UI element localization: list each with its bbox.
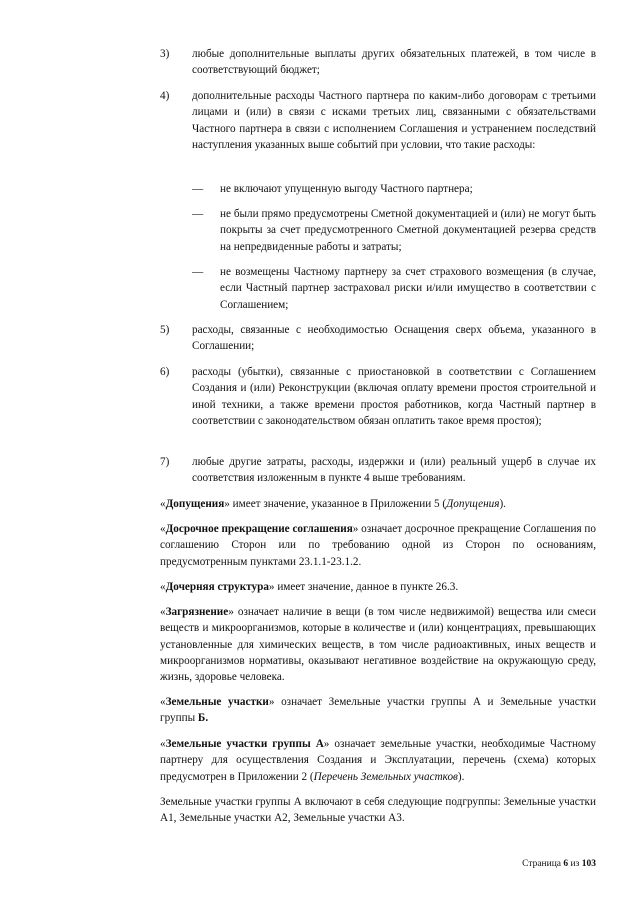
definition-zemelnye: «Земельные участки» означает Земельные участки группы А и Земельные участки группы Б. (160, 696, 596, 725)
dash-text: не возмещены Частному партнеру за счет страхового возмещения (в случае, если Частный партнер застраховал риски и/или имущество в соответствии с Соглашением; (220, 266, 596, 311)
closing-paragraph: Земельные участки группы А включают в себя следующие подгруппы: Земельные участки А1, Земельные участки А2, Земельные участки А3. (160, 796, 596, 825)
list-text: дополнительные расходы Частного партнера по каким-либо договорам с третьими лицами и (или) в связи с исками третьих лиц, связанными с обязательствами Частного партнера в связи с исполнением Соглашения и устранением последствий наступления указанных выше событий при условии, что такие расходы: (192, 90, 596, 151)
list-number: 7) (160, 456, 170, 468)
list-number: 3) (160, 48, 170, 60)
dash-item (192, 264, 596, 313)
term: Досрочное прекращение соглашения (165, 523, 353, 535)
list-item (160, 454, 596, 487)
page-footer: Страница 6 из 103 (522, 859, 596, 869)
term: Загрязнение (165, 606, 229, 618)
list-text: расходы (убытки), связанные с приостановкой в соответствии с Соглашением Создания и (или) Реконструкции (включая оплату времени простоя строительной и иной техники, а также времени простоя работников, когда Частный партнер в соответствии с законодательством обязан оплатить такое время простоя); (192, 366, 596, 427)
reference: Перечень Земельных участков (313, 770, 458, 783)
term: Допущения (165, 498, 225, 510)
dash-item (192, 206, 596, 255)
definition-dochernyaya: «Дочерняя структура» имеет значение, данное в пункте 26.3. (160, 581, 459, 593)
dash-marker: — (192, 266, 204, 278)
list-item (160, 322, 596, 355)
dash-text: не были прямо предусмотрены Сметной документацией и (или) не могут быть покрыты за счет предусмотренного Сметной документацией резерва средств на непредвиденные работы и затраты; (220, 208, 596, 253)
list-item (160, 46, 596, 79)
term: Земельные участки (165, 696, 269, 708)
list-number: 6) (160, 366, 170, 378)
list-text: любые дополнительные выплаты других обязательных платежей, в том числе в соответствующий бюджет; (192, 48, 596, 77)
list-text: расходы, связанные с необходимостью Оснащения сверх объема, указанного в Соглашении; (192, 324, 596, 353)
definition-zagryaznenie: «Загрязнение» означает наличие в вещи (в том числе недвижимой) вещества или смеси веществ и микроорганизмов, которые в количестве и (или) концентрациях, превышающих установленные для химических веществ, в том числе радиоактивных, иных веществ и микроорганизмов нормативы, оказывают негативное воздействие на окружающую среду, жизнь, здоровье человека. (160, 606, 596, 684)
list-number: 5) (160, 324, 170, 336)
definition-dopushcheniya: «Допущения» имеет значение, указанное в Приложении 5 (Допущения). (160, 498, 506, 510)
term: Земельные участки группы А (165, 738, 324, 750)
list-text: любые другие затраты, расходы, издержки и (или) реальный ущерб в случае их соответствия изложенным в пункте 4 выше требованиям. (192, 456, 596, 485)
dash-text: не включают упущенную выгоду Частного партнера; (220, 183, 473, 195)
definition-zemelnye-a: «Земельные участки группы А» означает земельные участки, необходимые Частному партнеру для осуществления Создания и Эксплуатации, перечень (схема) которых предусмотрен в Приложении 2 (Перечень Земельных участков). (160, 738, 596, 783)
definition-dosrochnoe: «Досрочное прекращение соглашения» означает досрочное прекращение Соглашения по соглашению Сторон или по требованию одной из Сторон по основаниям, предусмотренным пунктами 23.1.1-23.1.2. (160, 523, 596, 568)
term: Дочерняя структура (165, 581, 269, 593)
dash-marker: — (192, 208, 204, 220)
page-current: 6 (563, 859, 569, 869)
list-item (160, 364, 596, 429)
page-total: 103 (581, 859, 596, 869)
list-item (160, 88, 596, 153)
dash-marker: — (192, 183, 204, 195)
dash-item (192, 181, 596, 197)
list-number: 4) (160, 90, 170, 102)
reference: Допущения (446, 498, 500, 510)
